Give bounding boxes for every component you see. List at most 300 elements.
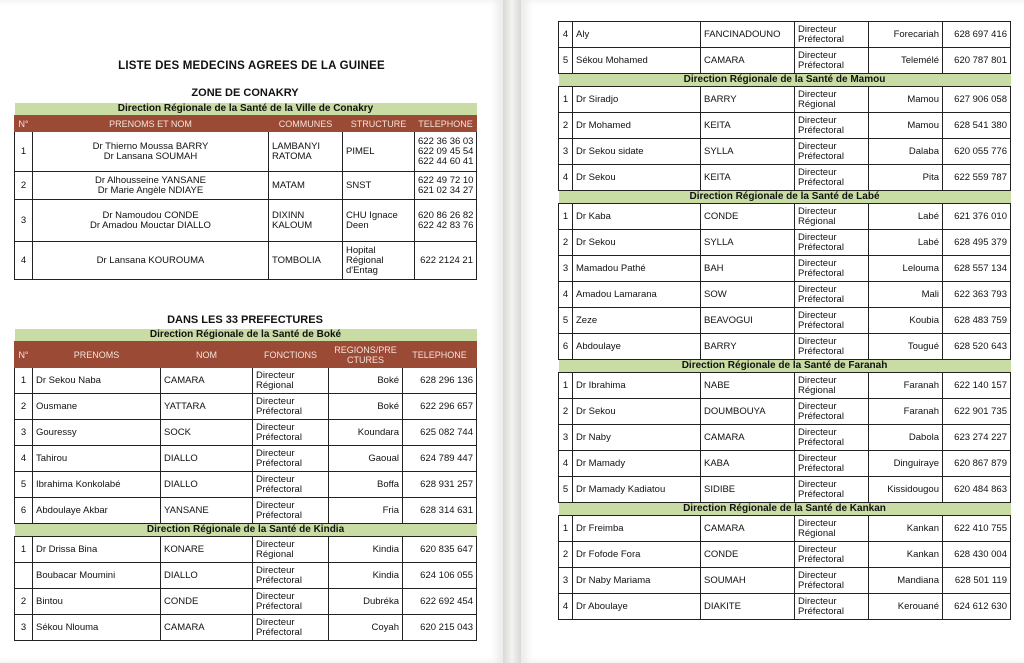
telephone: 620 787 801 <box>943 48 1011 74</box>
fonction: Directeur Régional <box>795 204 869 230</box>
row-number: 1 <box>559 516 573 542</box>
structure <box>343 200 415 242</box>
prenom: Ousmane <box>33 394 161 420</box>
cell-line: Dr Namoudou CONDE <box>102 209 199 221</box>
nom: BEAVOGUI <box>701 308 795 334</box>
table-row <box>559 594 1011 620</box>
row-number: 3 <box>559 568 573 594</box>
telephone: 625 082 744 <box>403 420 477 446</box>
cell-line: 622 2124 21 <box>420 254 473 266</box>
table-row <box>559 22 1011 48</box>
column-header: REGIONS/PRE CTURES <box>329 342 403 368</box>
cell-line: Dr Marie Angèle NDIAYE <box>97 184 204 196</box>
region: Forecariah <box>869 22 943 48</box>
fonction: Directeur Préfectoral <box>795 568 869 594</box>
table-row <box>559 256 1011 282</box>
table-row <box>15 200 477 242</box>
region: Gaoual <box>329 446 403 472</box>
cell-line: Hopital <box>346 244 376 256</box>
cell-line: DIXINN <box>272 209 305 221</box>
nom: CAMARA <box>701 516 795 542</box>
nom: CAMARA <box>161 615 253 641</box>
nom: SYLLA <box>701 230 795 256</box>
row-number: 1 <box>559 204 573 230</box>
prenom: Dr Siradjo <box>573 87 701 113</box>
region: Dinguiraye <box>869 451 943 477</box>
prenom: Dr Mohamed <box>573 113 701 139</box>
row-number: 3 <box>559 425 573 451</box>
cell-line: CHU Ignace <box>346 209 398 221</box>
telephone: 620 867 879 <box>943 451 1011 477</box>
telephone: 628 541 380 <box>943 113 1011 139</box>
row-number: 3 <box>559 256 573 282</box>
region: Telemélé <box>869 48 943 74</box>
row-number: 5 <box>559 477 573 503</box>
table-row <box>559 451 1011 477</box>
fonction: Directeur Préfectoral <box>795 256 869 282</box>
prefecture-header-row <box>15 342 477 368</box>
nom: SOCK <box>161 420 253 446</box>
telephone: 622 296 657 <box>403 394 477 420</box>
table-row <box>559 399 1011 425</box>
table-row <box>15 498 477 524</box>
prenom: Dr Naby Mariama <box>573 568 701 594</box>
row-number: 3 <box>15 200 33 242</box>
region: Labé <box>869 230 943 256</box>
prenom: Aly <box>573 22 701 48</box>
prenom: Gouressy <box>33 420 161 446</box>
table-row <box>15 537 477 563</box>
row-number: 6 <box>15 498 33 524</box>
telephone: 622 410 755 <box>943 516 1011 542</box>
telephone: 628 314 631 <box>403 498 477 524</box>
book-fold <box>503 0 521 663</box>
row-number: 2 <box>559 399 573 425</box>
cell-line: 622 09 45 54 <box>418 145 474 157</box>
fonction: Directeur Préfectoral <box>795 477 869 503</box>
telephone: 620 215 043 <box>403 615 477 641</box>
table-row <box>15 563 477 589</box>
telephone: 624 612 630 <box>943 594 1011 620</box>
nom: CAMARA <box>701 48 795 74</box>
fonction: Directeur Préfectoral <box>253 394 329 420</box>
prefectures-table-left <box>14 329 477 641</box>
doctor-names <box>33 172 269 200</box>
prenom: Dr Kaba <box>573 204 701 230</box>
cell-line: SNST <box>346 179 372 191</box>
telephone: 620 484 863 <box>943 477 1011 503</box>
table-row <box>559 568 1011 594</box>
row-number: 3 <box>15 615 33 641</box>
telephone: 628 931 257 <box>403 472 477 498</box>
row-number: 4 <box>559 165 573 191</box>
prenom: Dr Mamady Kadiatou <box>573 477 701 503</box>
table-row <box>559 204 1011 230</box>
row-number <box>15 563 33 589</box>
region: Tougué <box>869 334 943 360</box>
telephone: 628 697 416 <box>943 22 1011 48</box>
column-header: PRENOMS <box>33 342 161 368</box>
region-band-row <box>559 503 1011 516</box>
row-number: 2 <box>559 113 573 139</box>
column-header: FONCTIONS <box>253 342 329 368</box>
column-header: STRUCTURE <box>343 116 415 132</box>
row-number: 1 <box>15 368 33 394</box>
fonction: Directeur Préfectoral <box>253 615 329 641</box>
telephone: 628 501 119 <box>943 568 1011 594</box>
column-header: TELEPHONE <box>403 342 477 368</box>
prenom: Dr Sekou Naba <box>33 368 161 394</box>
cell-line: KALOUM <box>272 219 313 231</box>
labe-region-band: Direction Régionale de la Santé de Labé <box>559 191 1011 204</box>
region: Kindia <box>329 563 403 589</box>
prenom: Dr Sekou <box>573 165 701 191</box>
nom: DOUMBOUYA <box>701 399 795 425</box>
region: Kerouané <box>869 594 943 620</box>
telephone: 623 274 227 <box>943 425 1011 451</box>
zone-prefectures-title: DANS LES 33 PREFECTURES <box>167 314 323 326</box>
prenom: Dr Ibrahima <box>573 373 701 399</box>
column-header: PRENOMS ET NOM <box>33 116 269 132</box>
region: Boffa <box>329 472 403 498</box>
prenom: Dr Aboulaye <box>573 594 701 620</box>
telephone: 620 055 776 <box>943 139 1011 165</box>
nom: KEITA <box>701 165 795 191</box>
table-row <box>559 165 1011 191</box>
structure <box>343 242 415 280</box>
doctor-names <box>33 132 269 172</box>
telephone <box>415 172 477 200</box>
column-header: COMMUNES <box>269 116 343 132</box>
fonction: Directeur Préfectoral <box>253 446 329 472</box>
prenom: Bintou <box>33 589 161 615</box>
region: Coyah <box>329 615 403 641</box>
table-row <box>559 139 1011 165</box>
table-row <box>559 113 1011 139</box>
fonction: Directeur Régional <box>795 87 869 113</box>
conakry-table <box>14 103 477 280</box>
prenom: Sékou Nlouma <box>33 615 161 641</box>
telephone: 622 140 157 <box>943 373 1011 399</box>
fonction: Directeur Préfectoral <box>795 451 869 477</box>
cell-line: 622 42 83 76 <box>418 219 474 231</box>
column-header: TELEPHONE <box>415 116 477 132</box>
nom: DIALLO <box>161 472 253 498</box>
row-number: 2 <box>15 394 33 420</box>
communes <box>269 172 343 200</box>
row-number: 1 <box>15 132 33 172</box>
region: Kankan <box>869 516 943 542</box>
row-number: 4 <box>559 282 573 308</box>
prenom: Dr Sekou sidate <box>573 139 701 165</box>
cell-line: PIMEL <box>346 145 375 157</box>
table-row <box>559 425 1011 451</box>
region: Lelouma <box>869 256 943 282</box>
boke-region-band: Direction Régionale de la Santé de Boké <box>15 329 477 342</box>
fonction: Directeur Préfectoral <box>253 563 329 589</box>
row-number: 4 <box>559 594 573 620</box>
cell-line: MATAM <box>272 179 305 191</box>
cell-line: RATOMA <box>272 150 312 162</box>
table-row <box>15 368 477 394</box>
structure <box>343 172 415 200</box>
fonction: Directeur Préfectoral <box>795 282 869 308</box>
prenom: Dr Sekou <box>573 399 701 425</box>
fonction: Directeur Préfectoral <box>795 113 869 139</box>
table-row <box>559 477 1011 503</box>
nom: KONARE <box>161 537 253 563</box>
table-row <box>559 282 1011 308</box>
nom: SOUMAH <box>701 568 795 594</box>
row-number: 4 <box>559 22 573 48</box>
prenom: Amadou Lamarana <box>573 282 701 308</box>
telephone: 628 495 379 <box>943 230 1011 256</box>
fonction: Directeur Préfectoral <box>795 334 869 360</box>
column-header: N° <box>15 342 33 368</box>
cell-line: 622 44 60 41 <box>418 155 474 167</box>
fonction: Directeur Régional <box>795 373 869 399</box>
telephone: 622 559 787 <box>943 165 1011 191</box>
prenom: Abdoulaye <box>573 334 701 360</box>
cell-line: Dr Lansana SOUMAH <box>103 150 198 162</box>
prenom: Dr Drissa Bina <box>33 537 161 563</box>
prenom: Ibrahima Konkolabé <box>33 472 161 498</box>
table-row <box>559 334 1011 360</box>
faranah-region-band: Direction Régionale de la Santé de Faranah <box>559 360 1011 373</box>
table-row <box>559 48 1011 74</box>
region: Faranah <box>869 373 943 399</box>
telephone: 628 557 134 <box>943 256 1011 282</box>
table-row <box>15 589 477 615</box>
nom: BARRY <box>701 334 795 360</box>
table-row <box>559 230 1011 256</box>
region: Koubia <box>869 308 943 334</box>
cell-line: Deen <box>346 219 369 231</box>
table-row <box>15 242 477 280</box>
row-number: 4 <box>15 446 33 472</box>
region: Mamou <box>869 113 943 139</box>
nom: CAMARA <box>701 425 795 451</box>
telephone: 624 106 055 <box>403 563 477 589</box>
cell-line: LAMBANYI <box>272 140 321 152</box>
cell-line: Dr Alhousseine YANSANE <box>94 174 207 186</box>
nom: SOW <box>701 282 795 308</box>
row-number: 2 <box>559 542 573 568</box>
table-row <box>15 172 477 200</box>
communes <box>269 200 343 242</box>
right-page <box>521 0 1024 663</box>
region: Dalaba <box>869 139 943 165</box>
telephone: 628 483 759 <box>943 308 1011 334</box>
nom: DIALLO <box>161 563 253 589</box>
nom: KEITA <box>701 113 795 139</box>
fonction: Directeur Préfectoral <box>253 420 329 446</box>
telephone: 627 906 058 <box>943 87 1011 113</box>
structure <box>343 132 415 172</box>
document-title: LISTE DES MEDECINS AGREES DE LA GUINEE <box>118 60 385 72</box>
prenom: Boubacar Moumini <box>33 563 161 589</box>
zone-conakry-title: ZONE DE CONAKRY <box>191 87 299 99</box>
telephone: 628 430 004 <box>943 542 1011 568</box>
prenom: Abdoulaye Akbar <box>33 498 161 524</box>
fonction: Directeur Régional <box>253 537 329 563</box>
fonction: Directeur Régional <box>253 368 329 394</box>
doctor-names <box>33 200 269 242</box>
nom: DIAKITE <box>701 594 795 620</box>
mamou-region-band: Direction Régionale de la Santé de Mamou <box>559 74 1011 87</box>
cell-line: d'Entag <box>346 264 378 276</box>
doctor-names <box>33 242 269 280</box>
nom: NABE <box>701 373 795 399</box>
row-number: 1 <box>15 537 33 563</box>
prenom: Dr Fofode Fora <box>573 542 701 568</box>
fonction: Directeur Préfectoral <box>795 425 869 451</box>
prenom: Dr Sekou <box>573 230 701 256</box>
kindia-region-band: Direction Régionale de la Santé de Kindia <box>15 524 477 537</box>
row-number: 1 <box>559 373 573 399</box>
table-row <box>559 308 1011 334</box>
row-number: 1 <box>559 87 573 113</box>
nom: FANCINADOUNO <box>701 22 795 48</box>
nom: SIDIBE <box>701 477 795 503</box>
table-row <box>15 446 477 472</box>
row-number: 2 <box>15 589 33 615</box>
nom: YATTARA <box>161 394 253 420</box>
region-band-row <box>559 360 1011 373</box>
cell-line: 622 36 36 03 <box>418 135 474 147</box>
table-row <box>15 394 477 420</box>
nom: CONDE <box>701 542 795 568</box>
telephone: 620 835 647 <box>403 537 477 563</box>
fonction: Directeur Préfectoral <box>795 48 869 74</box>
cell-line: 622 49 72 10 <box>418 174 474 186</box>
fonction: Directeur Préfectoral <box>795 399 869 425</box>
nom: KABA <box>701 451 795 477</box>
nom: BAH <box>701 256 795 282</box>
conakry-region-band: Direction Régionale de la Santé de la Ville de Conakry <box>15 103 477 116</box>
nom: CONDE <box>161 589 253 615</box>
region: Kindia <box>329 537 403 563</box>
table-row <box>15 420 477 446</box>
region-band-row <box>15 329 477 342</box>
telephone: 622 901 735 <box>943 399 1011 425</box>
region-band-row <box>15 524 477 537</box>
row-number: 6 <box>559 334 573 360</box>
telephone: 628 520 643 <box>943 334 1011 360</box>
row-number: 5 <box>15 472 33 498</box>
communes <box>269 132 343 172</box>
nom: YANSANE <box>161 498 253 524</box>
cell-line: 621 02 34 27 <box>418 184 474 196</box>
region: Mamou <box>869 87 943 113</box>
fonction: Directeur Préfectoral <box>253 498 329 524</box>
telephone: 621 376 010 <box>943 204 1011 230</box>
cell-line: Dr Lansana KOUROUMA <box>96 254 205 266</box>
nom: BARRY <box>701 87 795 113</box>
table-row <box>559 542 1011 568</box>
region: Mandiana <box>869 568 943 594</box>
region: Kissidougou <box>869 477 943 503</box>
fonction: Directeur Préfectoral <box>795 308 869 334</box>
prenom: Mamadou Pathé <box>573 256 701 282</box>
region: Boké <box>329 394 403 420</box>
nom: CAMARA <box>161 368 253 394</box>
region: Fria <box>329 498 403 524</box>
row-number: 5 <box>559 308 573 334</box>
fonction: Directeur Préfectoral <box>795 165 869 191</box>
telephone <box>415 200 477 242</box>
row-number: 3 <box>15 420 33 446</box>
prenom: Dr Freimba <box>573 516 701 542</box>
cell-line: TOMBOLIA <box>272 254 321 266</box>
column-header: N° <box>15 116 33 132</box>
row-number: 5 <box>559 48 573 74</box>
fonction: Directeur Préfectoral <box>795 230 869 256</box>
region: Dubréka <box>329 589 403 615</box>
fonction: Directeur Préfectoral <box>795 22 869 48</box>
prenom: Dr Naby <box>573 425 701 451</box>
cell-line: 620 86 26 82 <box>418 209 474 221</box>
region: Boké <box>329 368 403 394</box>
region-band-row <box>559 191 1011 204</box>
fonction: Directeur Préfectoral <box>253 472 329 498</box>
table-row <box>559 87 1011 113</box>
telephone: 628 296 136 <box>403 368 477 394</box>
telephone: 622 363 793 <box>943 282 1011 308</box>
table-row <box>559 373 1011 399</box>
fonction: Directeur Préfectoral <box>253 589 329 615</box>
telephone: 624 789 447 <box>403 446 477 472</box>
table-row <box>559 516 1011 542</box>
row-number: 2 <box>15 172 33 200</box>
region: Faranah <box>869 399 943 425</box>
region: Kankan <box>869 542 943 568</box>
row-number: 4 <box>559 451 573 477</box>
prenom: Tahirou <box>33 446 161 472</box>
nom: DIALLO <box>161 446 253 472</box>
cell-line: Dr Thierno Moussa BARRY <box>92 140 209 152</box>
fonction: Directeur Préfectoral <box>795 594 869 620</box>
fonction: Directeur Régional <box>795 516 869 542</box>
kankan-region-band: Direction Régionale de la Santé de Kankan <box>559 503 1011 516</box>
telephone <box>415 132 477 172</box>
telephone <box>415 242 477 280</box>
row-number: 2 <box>559 230 573 256</box>
conakry-header-row <box>15 116 477 132</box>
region: Pita <box>869 165 943 191</box>
table-row <box>15 132 477 172</box>
telephone: 622 692 454 <box>403 589 477 615</box>
region: Mali <box>869 282 943 308</box>
cell-line: Dr Amadou Mouctar DIALLO <box>90 219 211 231</box>
left-page <box>0 0 503 663</box>
communes <box>269 242 343 280</box>
fonction: Directeur Préfectoral <box>795 139 869 165</box>
prenom: Sékou Mohamed <box>573 48 701 74</box>
region: Koundara <box>329 420 403 446</box>
region: Labé <box>869 204 943 230</box>
nom: CONDE <box>701 204 795 230</box>
row-number: 4 <box>15 242 33 280</box>
row-number: 3 <box>559 139 573 165</box>
column-header: NOM <box>161 342 253 368</box>
table-row <box>15 615 477 641</box>
prenom: Zeze <box>573 308 701 334</box>
fonction: Directeur Préfectoral <box>795 542 869 568</box>
table-row <box>15 472 477 498</box>
prefectures-table-right <box>558 21 1011 620</box>
nom: SYLLA <box>701 139 795 165</box>
